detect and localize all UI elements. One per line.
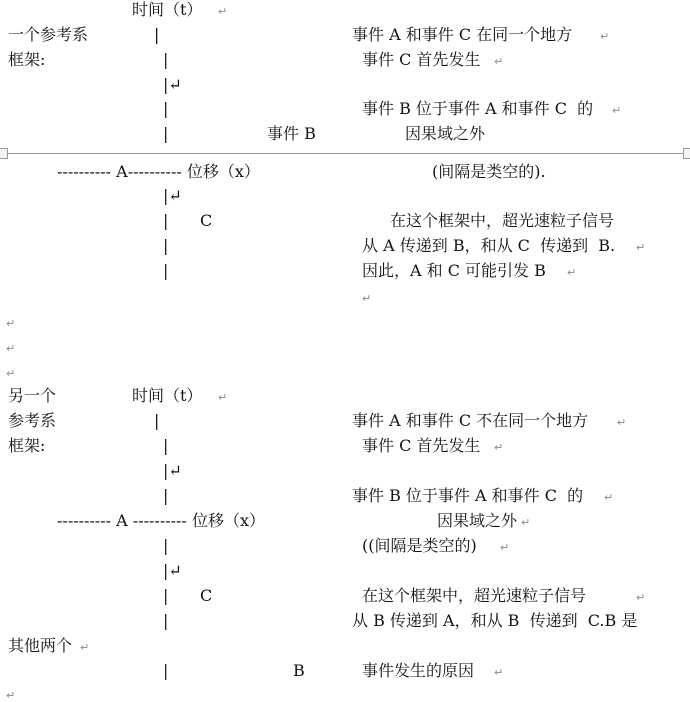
f2-note-b-outside: 事件 B 位于事件 A 和事件 C 的 bbox=[352, 486, 584, 505]
f2-note-not-same-place: 事件 A 和事件 C 不在同一个地方 bbox=[352, 411, 589, 430]
paragraph-mark: ↵ bbox=[636, 241, 646, 254]
paragraph-mark: ↵ bbox=[500, 541, 510, 554]
f1-note-b-outside: 事件 B 位于事件 A 和事件 C 的 bbox=[362, 99, 594, 118]
f2-axis-bar: | bbox=[163, 486, 169, 505]
paragraph-mark: ↵ bbox=[521, 516, 531, 529]
f2-axis-bar-mark: |↵ bbox=[163, 561, 182, 580]
paragraph-mark: ↵ bbox=[567, 266, 577, 279]
f2-title-line2: 框架: bbox=[8, 436, 46, 455]
paragraph-mark: ↵ bbox=[617, 416, 627, 429]
f2-x-axis: ---------- A ---------- 位移（x） bbox=[57, 511, 265, 530]
f2-point-c: C bbox=[200, 586, 213, 605]
section-separator bbox=[0, 153, 690, 154]
f2-title-line1: 参考系 bbox=[8, 411, 57, 430]
f1-conclusion: 因此，A 和 C 可能引发 B bbox=[362, 261, 546, 280]
f2-superluminal-1: 在这个框架中，超光速粒子信号 bbox=[362, 586, 587, 605]
f1-note-same-place: 事件 A 和事件 C 在同一个地方 bbox=[352, 25, 573, 44]
f1-axis-bar: | bbox=[163, 211, 169, 230]
f1-title-line2: 框架: bbox=[8, 50, 46, 69]
f1-causal-outside: 因果域之外 bbox=[405, 124, 486, 143]
f1-event-b: 事件 B bbox=[267, 124, 316, 143]
f2-axis-bar: | bbox=[163, 436, 169, 455]
f2-axis-bar: | bbox=[163, 661, 169, 680]
f2-time-axis: 时间（t） bbox=[132, 386, 203, 405]
f2-label-another: 另一个 bbox=[8, 386, 57, 405]
paragraph-mark: ↵ bbox=[494, 666, 504, 679]
f2-axis-bar: | bbox=[154, 411, 160, 430]
f1-spacelike: (间隔是类空的). bbox=[432, 162, 546, 181]
paragraph-mark: ↵ bbox=[612, 104, 622, 117]
f1-time-axis: 时间（t） bbox=[132, 0, 203, 19]
f2-note-c-first: 事件 C 首先发生 bbox=[362, 436, 481, 455]
f1-axis-bar: | bbox=[163, 236, 169, 255]
paragraph-mark: ↵ bbox=[218, 391, 228, 404]
f1-superluminal-1: 在这个框架中，超光速粒子信号 bbox=[390, 211, 615, 230]
f2-axis-bar: | bbox=[163, 586, 169, 605]
f2-axis-bar-mark: |↵ bbox=[163, 461, 182, 480]
f1-note-c-first: 事件 C 首先发生 bbox=[362, 50, 481, 69]
paragraph-mark: ↵ bbox=[6, 689, 16, 702]
paragraph-mark: ↵ bbox=[80, 641, 90, 654]
paragraph-mark: ↵ bbox=[636, 591, 646, 604]
paragraph-mark: ↵ bbox=[362, 292, 372, 305]
f1-point-c: C bbox=[200, 211, 213, 230]
f2-cause: 事件发生的原因 bbox=[362, 661, 475, 680]
f1-axis-bar-mark: |↵ bbox=[163, 186, 182, 205]
f1-title-line1: 一个参考系 bbox=[8, 25, 89, 44]
f1-x-axis: ---------- A---------- 位移（x） bbox=[57, 162, 260, 181]
paragraph-mark: ↵ bbox=[600, 30, 610, 43]
f2-spacelike: ((间隔是类空的) bbox=[362, 536, 477, 555]
margin-marker-left bbox=[0, 148, 8, 159]
paragraph-mark: ↵ bbox=[494, 55, 504, 68]
f2-point-b: B bbox=[293, 661, 305, 680]
paragraph-mark: ↵ bbox=[6, 342, 16, 355]
f1-axis-bar: | bbox=[163, 50, 169, 69]
f1-superluminal-2: 从 A 传递到 B，和从 C 传递到 B. bbox=[362, 236, 616, 255]
f2-causal-outside: 因果域之外 bbox=[437, 511, 518, 530]
f2-axis-bar: | bbox=[163, 611, 169, 630]
margin-marker-right bbox=[683, 148, 690, 159]
f2-superluminal-2: 从 B 传递到 A，和从 B 传递到 C.B 是 bbox=[352, 611, 638, 630]
paragraph-mark: ↵ bbox=[494, 441, 504, 454]
f1-axis-bar-mark: |↵ bbox=[163, 75, 182, 94]
f1-axis-bar: | bbox=[163, 99, 169, 118]
f1-axis-bar: | bbox=[163, 261, 169, 280]
f2-superluminal-3: 其他两个 bbox=[8, 636, 73, 655]
paragraph-mark: ↵ bbox=[6, 367, 16, 380]
paragraph-mark: ↵ bbox=[6, 317, 16, 330]
paragraph-mark: ↵ bbox=[218, 5, 228, 18]
paragraph-mark: ↵ bbox=[604, 491, 614, 504]
f1-axis-bar: | bbox=[163, 124, 169, 143]
f2-axis-bar: | bbox=[163, 536, 169, 555]
f1-axis-bar: | bbox=[154, 25, 160, 44]
